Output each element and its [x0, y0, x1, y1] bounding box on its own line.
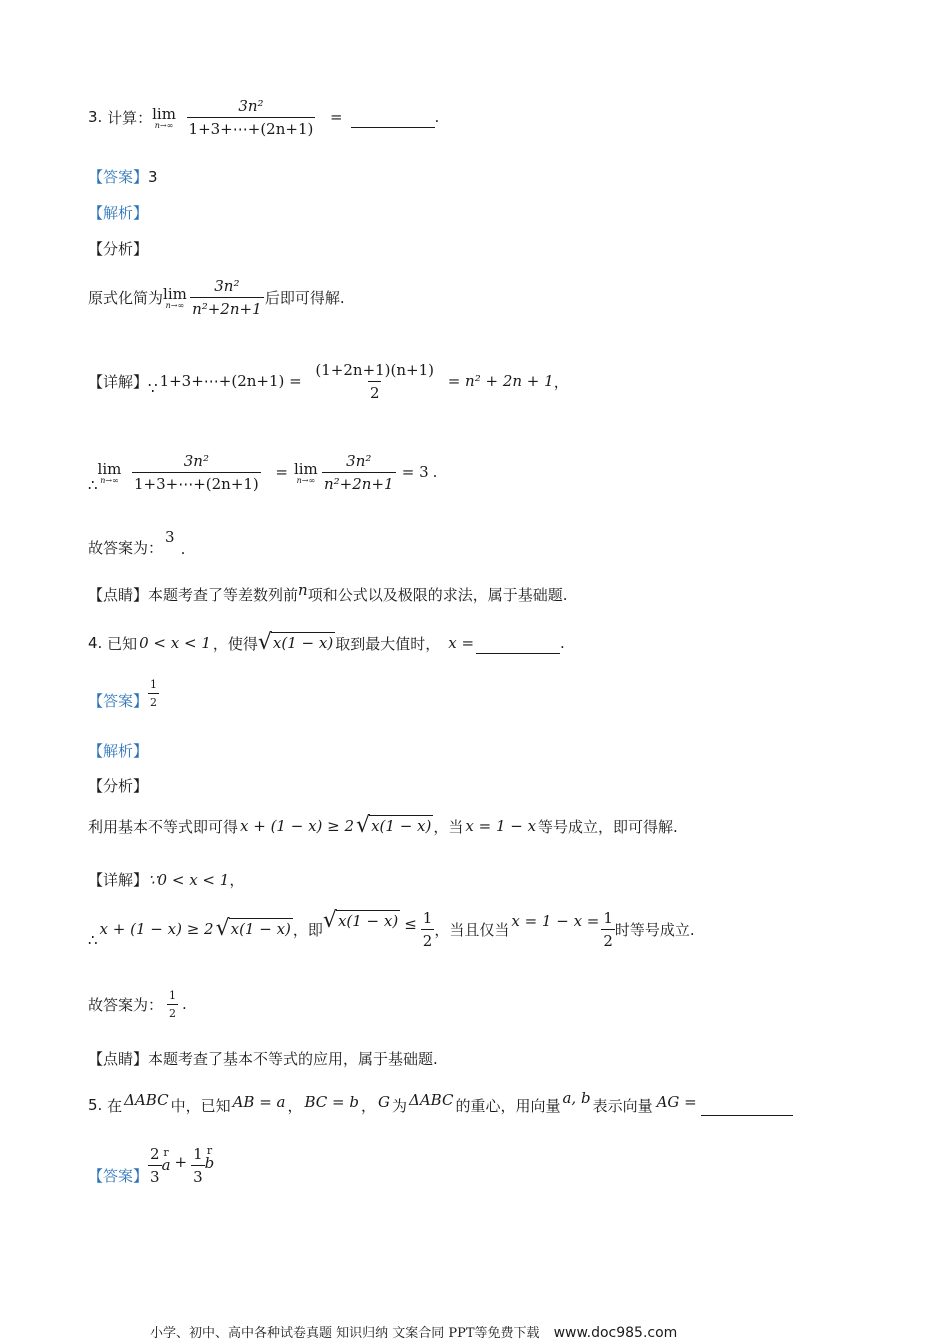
sqrt-expression: √ x(1 − x) — [356, 813, 432, 838]
question-prompt: 计算： — [107, 108, 153, 127]
detail-line-2: ∴ x + (1 − x) ≥ 2 √ x(1 − x) ，即 √ x(1 − x) ≤ $\frac{1}{2}$ ，当且仅当 x = 1 − x = $\frac{1}{2}$ 时等号成立. — [88, 908, 695, 950]
footer-text: 小学、初中、高中各种试卷真题 知识归纳 文案合同 PPT等免费下载 — [150, 1326, 540, 1341]
detail-line-2: ∴ lim n→∞ $\frac{\text{3n²}}{1+3+\cdots+(2n+1)}$ = lim n→∞ $\frac{\text{3n²}}{\text{n²+2n+1}}$ = 3 . — [88, 451, 438, 494]
page-footer — [150, 1322, 677, 1341]
sqrt-expression: √ x(1 − x) — [322, 908, 399, 933]
fraction: $\frac{1}{2}$ — [169, 988, 177, 1020]
answer-blank — [351, 107, 435, 128]
question-5: 5. 在 ΔABC 中，已知 AB = a ， BC = b ， G 为 ΔABC 的重心，用向量 a, b 表示向量 AG = — [88, 1088, 793, 1122]
fraction: $\frac{1}{3}$ — [193, 1144, 203, 1186]
vector-a: r a — [161, 1146, 171, 1174]
question-4: 4. 已知 0 < x < 1 ，使得 √ x(1 − x) 取到最大值时， x = . — [88, 630, 565, 655]
question-number: 5. — [88, 1096, 103, 1114]
therefore-symbol: ∴ — [88, 931, 98, 949]
limit-operator: lim n→∞ — [293, 459, 318, 485]
vector-b: r b — [204, 1144, 215, 1172]
sqrt-expression: √ x(1 − x) — [215, 916, 291, 941]
detail-tag: 【详解】 — [88, 372, 149, 391]
detail-line-1: 【详解】 ∵ 1+3+⋯+(2n+1) = $\frac{(1+2n+1)(n+1)}{2}$ = n² + 2n + 1 ， — [88, 360, 569, 402]
answer-tag: 【答案】 — [88, 168, 149, 186]
limit-operator: lim n→∞ — [163, 284, 187, 310]
fraction: $\frac{1}{2}$ — [422, 908, 433, 950]
answer-tag: 【答案】 — [88, 691, 149, 710]
limit-operator: lim n→∞ — [97, 459, 122, 485]
comment-line: 【点睛】本题考查了等差数列前n项和公式以及极限的求法，属于基础题. — [88, 581, 568, 604]
footer-url[interactable]: www.doc985.com — [553, 1325, 678, 1341]
final-answer-line: 故答案为： 3 . — [88, 528, 186, 558]
detail-line-1: 【详解】∵0 < x < 1， — [88, 871, 245, 889]
comment-line: 【点睛】本题考查了基本不等式的应用，属于基础题. — [88, 1050, 438, 1068]
fenxi-line: 原式化简为 lim n→∞ $\frac{\text{3n²}}{\text{n²+2n+1}}$ 后即可得解. — [88, 276, 345, 318]
sentence-end: . — [434, 108, 440, 126]
fraction: $\frac{\text{3n²}}{1+3+\cdots+(2n+1)}$ — [188, 96, 314, 138]
therefore-symbol: ∴ — [88, 476, 98, 494]
equals-sign: = — [329, 108, 343, 126]
answer-line — [88, 677, 159, 720]
fraction: $\frac{1}{2}$ — [150, 677, 158, 709]
analysis-tag: 【解析】 — [88, 742, 149, 760]
fenxi-tag: 【分析】 — [88, 240, 149, 258]
fraction: $\frac{1}{2}$ — [603, 908, 613, 950]
answer-tag: 【答案】 — [88, 1166, 149, 1185]
fenxi-line: 利用基本不等式即可得 x + (1 − x) ≥ 2 √ x(1 − x) ，当 x = 1 − x 等号成立，即可得解. — [88, 813, 678, 838]
question-number: 4. — [88, 634, 103, 652]
because-symbol: ∵ — [148, 379, 158, 397]
fraction: $\frac{\text{3n²}}{\text{n²+2n+1}}$ — [192, 276, 262, 318]
final-answer-line: 故答案为： $\frac{1}{2}$ . — [88, 988, 187, 1020]
answer-line: 【答案】 $\frac{2}{3}$ r a + $\frac{1}{3}$ r b — [88, 1144, 215, 1186]
answer-blank — [701, 1095, 793, 1116]
fraction: $\frac{\text{3n²}}{\text{n²+2n+1}}$ — [324, 451, 394, 493]
fraction: $\frac{(1+2n+1)(n+1)}{2}$ — [315, 360, 435, 402]
fraction: $\frac{2}{3}$ — [150, 1144, 160, 1186]
question-3 — [88, 92, 439, 142]
answer-value: 3 — [148, 168, 158, 186]
analysis-tag: 【解析】 — [88, 204, 149, 222]
fenxi-tag: 【分析】 — [88, 777, 149, 795]
sqrt-expression: √ x(1 − x) — [257, 630, 334, 655]
question-number: 3. — [88, 108, 103, 126]
answer-blank — [476, 633, 560, 654]
limit-operator: lim n→∞ — [152, 104, 176, 130]
fraction: $\frac{\text{3n²}}{1+3+\cdots+(2n+1)}$ — [133, 451, 259, 493]
answer-line — [88, 166, 158, 187]
